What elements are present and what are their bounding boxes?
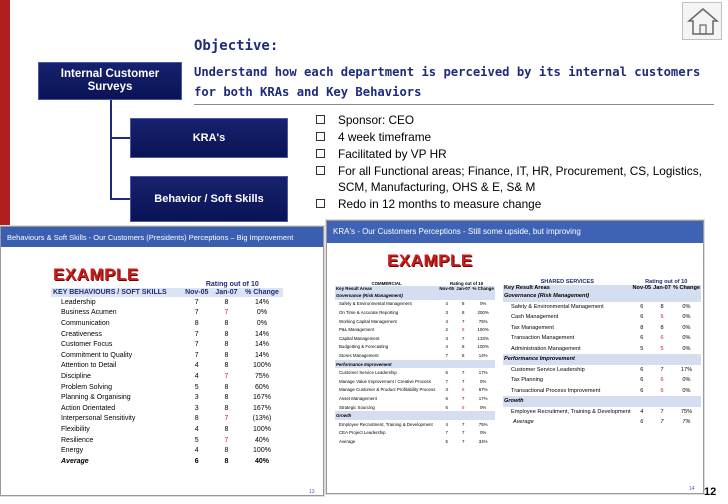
table-row: Customer Focus 7 8 14% xyxy=(61,341,269,349)
org-root-box: Internal Customer Surveys xyxy=(38,62,182,100)
group-row: Governance (Risk Management) xyxy=(503,291,701,302)
col-header: Jan-07 xyxy=(212,288,241,297)
col-header: % Change xyxy=(672,285,700,291)
objective-text: Understand how each department is perceived by its internal customers for both KRAs and Key Behaviors xyxy=(194,65,701,99)
table-row: Transaction Management 6 6 0% xyxy=(511,335,691,342)
behaviours-table xyxy=(51,281,283,467)
slide-behaviours xyxy=(0,226,324,496)
average-row: Average 6 7 7% xyxy=(513,419,691,426)
group-row: Growth xyxy=(503,396,701,407)
connector-line xyxy=(110,100,112,200)
example-label: EXAMPLE xyxy=(387,251,473,270)
bullet-item: Sponsor: CEO xyxy=(312,112,722,128)
commercial-table xyxy=(335,281,495,446)
divider xyxy=(194,104,714,105)
col-header: % Change xyxy=(241,288,283,297)
average-row: Average 6 8 40% xyxy=(61,457,269,465)
col-header: Nov-05 xyxy=(182,288,212,297)
table-row: Capital Management 3 7 133% xyxy=(339,335,489,341)
col-header: Key Result Areas xyxy=(335,286,438,291)
table-row: Tax Management 8 8 0% xyxy=(511,324,691,331)
group-row: Performance Improvement xyxy=(335,360,495,369)
accent-bar xyxy=(0,0,10,230)
bullet-item: Redo in 12 months to measure change xyxy=(312,196,722,212)
table-row: Attention to Detail 4 8 100% xyxy=(61,362,271,370)
table-row: Problem Solving 5 8 60% xyxy=(61,383,269,391)
table-row: CEA Project Leadership 7 7 0% xyxy=(339,430,487,436)
table-row: Tax Planning 6 6 0% xyxy=(511,377,691,384)
home-icon xyxy=(683,3,723,41)
connector-line xyxy=(110,137,130,139)
table-row: Manage Customer & Product Profitability Process 3 5 67% xyxy=(339,387,488,393)
org-behavior-box: Behavior / Soft Skills xyxy=(130,176,288,222)
slide-title: Behaviours & Soft Skills - Our Customers (Presidents) Perceptions – Big Improvement xyxy=(1,227,323,247)
page-number: 13 xyxy=(309,489,315,495)
col-header: Nov-05 xyxy=(632,285,652,291)
example-label: EXAMPLE xyxy=(53,265,139,284)
objective-label: Objective: xyxy=(194,38,279,54)
average-row: Average 5 7 34% xyxy=(339,438,488,444)
table-row: Commitment to Quality 7 8 14% xyxy=(61,351,269,359)
table-row: Interpersonal Sensitivity 8 7 (13%) xyxy=(61,415,272,423)
col-header: Jan-07 xyxy=(653,285,671,291)
dept-header: SHARED SERVICES xyxy=(540,279,594,285)
table-row: Employee Recruitment, Training & Development 4 7 75% xyxy=(339,421,488,427)
shared-services-table xyxy=(503,279,701,428)
dept-header: COMMERCIAL xyxy=(371,281,402,286)
slide-kras xyxy=(326,220,704,494)
table-row: Communication 8 8 0% xyxy=(61,319,268,327)
bullet-box-icon xyxy=(316,115,325,124)
rating-header: Rating out of 10 xyxy=(450,281,484,286)
slide-number: 12 xyxy=(704,486,717,498)
home-button[interactable] xyxy=(682,2,722,40)
table-row: Employee Recruitment, Training & Development 4 7 75% xyxy=(511,408,693,415)
col-header: Jan-07 xyxy=(456,286,471,291)
col-header: Nov-05 xyxy=(439,286,454,291)
table-row: Strategic Sourcing 6 6 0% xyxy=(339,404,487,410)
group-row: Performance Improvement xyxy=(503,354,701,365)
bullet-box-icon xyxy=(316,166,325,175)
table-row: Safety & Environmental Management 6 8 0% xyxy=(511,303,691,310)
table-row: Customer Service Leadership 6 7 17% xyxy=(339,370,488,376)
table-row: P&L Management 2 5 150% xyxy=(339,327,489,333)
group-row: Growth xyxy=(335,411,495,420)
org-kras-box: KRA's xyxy=(130,118,288,158)
rating-header: Rating out of 10 xyxy=(205,281,259,288)
table-row: Action Orientated 3 8 167% xyxy=(61,404,271,412)
table-row: Flexibility 4 8 100% xyxy=(61,425,271,433)
table-row: Customer Service Leadership 6 7 17% xyxy=(511,366,693,373)
bullet-item: 4 week timeframe xyxy=(312,129,722,145)
table-row: Resilience 5 7 40% xyxy=(61,436,269,444)
table-row: Manage Value Improvement / Creative Process 7 7 0% xyxy=(339,378,487,384)
col-header: KEY BEHAVIOURS / SOFT SKILLS xyxy=(51,288,182,297)
table-row: Energy 4 8 100% xyxy=(61,447,271,455)
table-row: Asset Management 6 7 17% xyxy=(339,395,488,401)
table-row: Cash Management 6 6 0% xyxy=(511,314,691,321)
bullet-item: Facilitated by VP HR xyxy=(312,146,722,162)
connector-line xyxy=(110,198,130,200)
table-row: Stores Management 7 8 14% xyxy=(339,352,488,358)
table-row: On Time & Accurate Reporting 3 8 200% xyxy=(339,309,489,315)
table-row: Leadership 7 8 14% xyxy=(61,298,269,306)
table-row: Planning & Organising 3 8 167% xyxy=(61,394,271,402)
table-row: Business Acumen 7 7 0% xyxy=(61,309,268,317)
page-number: 14 xyxy=(689,486,695,492)
group-row: Governance (Risk Management) xyxy=(335,291,495,300)
rating-header: Rating out of 10 xyxy=(645,279,688,285)
bullet-list xyxy=(312,112,722,213)
bullet-box-icon xyxy=(316,132,325,141)
table-row: Working Capital Management 4 7 75% xyxy=(339,318,488,324)
table-row: Budgetting & Forecasting 4 8 100% xyxy=(339,344,489,350)
table-row: Creativeness 7 8 14% xyxy=(61,330,269,338)
slide-title: KRA's - Our Customers Perceptions - Still some upside, but improving xyxy=(327,221,703,243)
col-header: % Change xyxy=(472,286,494,291)
bullet-box-icon xyxy=(316,199,325,208)
table-row: Discipline 4 7 75% xyxy=(61,372,269,380)
table-row: Safety & Environmental Management 4 8 0% xyxy=(339,301,487,307)
bullet-box-icon xyxy=(316,149,325,158)
col-header: Key Result Areas xyxy=(503,285,632,291)
table-row: Transactional Process Improvement 6 6 0% xyxy=(511,387,691,394)
bullet-item: For all Functional areas; Finance, IT, HR, Procurement, CS, Logistics, SCM, Manufacturing, OHS & E, S& M xyxy=(312,163,722,195)
table-row: Administration Management 5 5 0% xyxy=(511,345,691,352)
